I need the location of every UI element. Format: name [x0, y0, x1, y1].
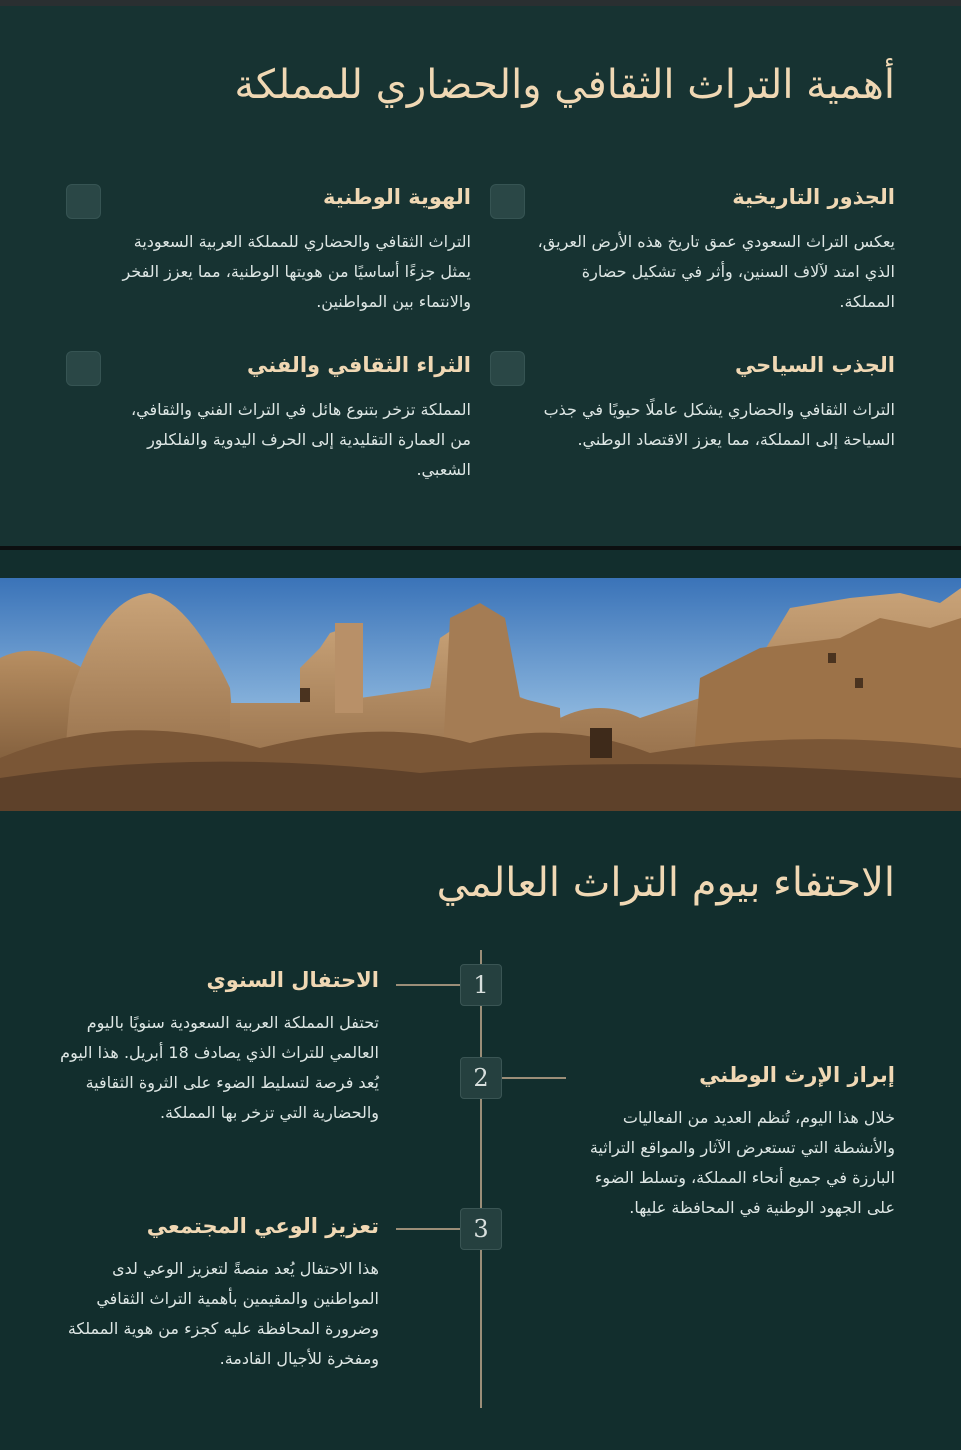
card-text: يعكس التراث السعودي عمق تاريخ هذه الأرض العريق، الذي امتد لآلاف السنين، وأثر في تشكيل حضارة المملكة.	[537, 232, 895, 311]
timeline-connector	[502, 1077, 566, 1079]
step-heading: الاحتفال السنوي	[206, 968, 379, 992]
card-text: المملكة تزخر بتنوع هائل في التراث الفني والثقافي، من العمارة التقليدية إلى الحرف اليدوية والفلكلور الشعبي.	[131, 400, 471, 479]
card-national-identity	[111, 185, 471, 317]
timeline-number: 3	[460, 1208, 502, 1250]
timeline-number: 1	[460, 964, 502, 1006]
timeline-connector	[396, 984, 460, 986]
timeline-step-annual	[49, 968, 379, 1128]
card-cultural-richness	[111, 353, 471, 485]
slide2-title: الاحتفاء بيوم التراث العالمي	[436, 860, 895, 906]
card-square-icon	[66, 351, 101, 386]
card-text: التراث الثقافي والحضاري يشكل عاملًا حيويًا في جذب السياحة إلى المملكة، مما يعزز الاقتصاد الوطني.	[543, 400, 895, 449]
step-text: خلال هذا اليوم، تُنظم العديد من الفعاليات والأنشطة التي تستعرض الآثار والمواقع التراثية البارزة في جميع أنحاء المملكة، وتسلط الضوء على الجهود الوطنية في المحافظة عليها.	[589, 1108, 895, 1217]
step-heading: تعزيز الوعي المجتمعي	[146, 1214, 379, 1238]
card-text: التراث الثقافي والحضاري للمملكة العربية السعودية يمثل جزءًا أساسيًا من هويتها الوطنية، مما يعزز الفخر والانتماء بين المواطنين.	[122, 232, 471, 311]
card-historical-roots	[535, 185, 895, 317]
slide1-title: أهمية التراث الثقافي والحضاري للمملكة	[234, 62, 895, 108]
timeline-step-awareness	[49, 1214, 379, 1374]
card-square-icon	[490, 351, 525, 386]
card-heading: الجذب السياحي	[734, 353, 895, 377]
timeline-step-heritage	[580, 1063, 895, 1223]
card-square-icon	[66, 184, 101, 219]
card-heading: الهوية الوطنية	[323, 185, 471, 209]
step-heading: إبراز الإرث الوطني	[699, 1063, 895, 1087]
card-heading: الجذور التاريخية	[732, 185, 895, 209]
step-text: هذا الاحتفال يُعد منصةً لتعزيز الوعي لدى المواطنين والمقيمين بأهمية التراث الثقافي وضرورة المحافظة عليه كجزء من هوية المملكة ومفخرة للأجيال القادمة.	[67, 1259, 379, 1368]
slide-gap	[0, 550, 961, 578]
card-square-icon	[490, 184, 525, 219]
heritage-ruins-image	[0, 578, 961, 811]
step-text: تحتفل المملكة العربية السعودية سنويًا باليوم العالمي للتراث الذي يصادف 18 أبريل. هذا اليوم يُعد فرصة لتسليط الضوء على الثروة الثقافية والحضارية التي تزخر بها المملكة.	[60, 1013, 379, 1122]
card-heading: الثراء الثقافي والفني	[247, 353, 471, 377]
timeline-connector	[396, 1228, 460, 1230]
card-tourism	[535, 353, 895, 455]
timeline-number: 2	[460, 1057, 502, 1099]
timeline-line	[480, 950, 482, 1408]
